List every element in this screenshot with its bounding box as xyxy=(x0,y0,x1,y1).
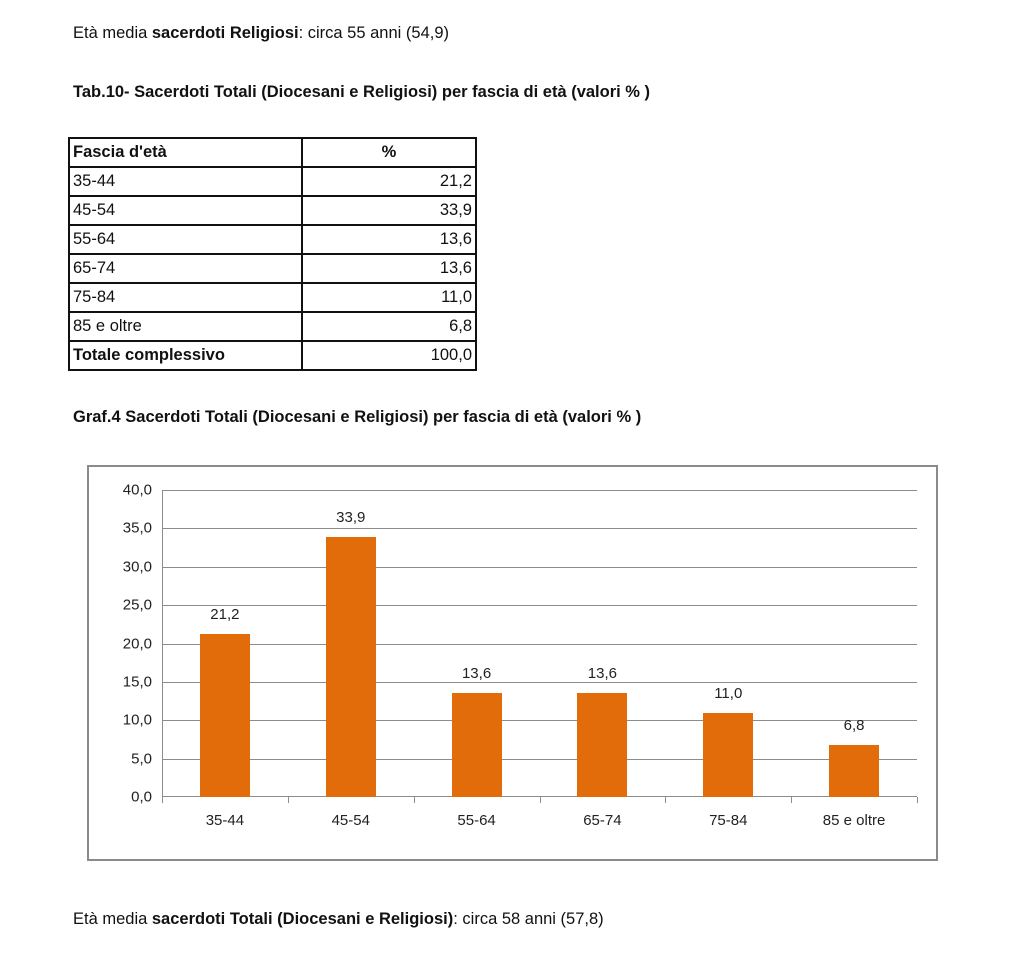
y-tick-label: 15,0 xyxy=(122,673,152,691)
total-label: Totale complessivo xyxy=(69,341,302,370)
outro-average-age xyxy=(73,910,604,929)
x-tick xyxy=(665,797,666,803)
header-age-band: Fascia d'età xyxy=(69,138,302,167)
gridline xyxy=(162,644,917,645)
x-tick xyxy=(540,797,541,803)
table-row xyxy=(69,312,476,341)
y-tick-label: 35,0 xyxy=(122,519,152,537)
gridline xyxy=(162,605,917,606)
row-value: 6,8 xyxy=(302,312,476,341)
row-value: 13,6 xyxy=(302,225,476,254)
bar xyxy=(577,693,627,797)
row-value: 13,6 xyxy=(302,254,476,283)
table-row xyxy=(69,283,476,312)
y-tick-label: 5,0 xyxy=(131,750,152,768)
table-header-row xyxy=(69,138,476,167)
data-label: 33,9 xyxy=(336,508,366,526)
x-tick xyxy=(414,797,415,803)
row-label: 75-84 xyxy=(69,283,302,312)
y-tick-label: 30,0 xyxy=(122,558,152,576)
intro-average-age xyxy=(73,24,449,43)
row-value: 21,2 xyxy=(302,167,476,196)
data-label: 13,6 xyxy=(587,664,617,682)
row-label: 85 e oltre xyxy=(69,312,302,341)
row-label: 55-64 xyxy=(69,225,302,254)
gridline xyxy=(162,759,917,760)
outro-suffix: : circa 58 anni (57,8) xyxy=(453,910,604,928)
table-row xyxy=(69,196,476,225)
intro-prefix: Età media xyxy=(73,24,152,42)
data-label: 21,2 xyxy=(210,606,240,624)
bar xyxy=(829,745,879,797)
intro-suffix: : circa 55 anni (54,9) xyxy=(298,24,450,42)
outro-bold: sacerdoti Totali (Diocesani e Religiosi) xyxy=(151,910,454,928)
data-label: 13,6 xyxy=(461,664,492,682)
table-row xyxy=(69,225,476,254)
x-tick-label: 75-84 xyxy=(709,812,748,829)
bar xyxy=(703,713,753,797)
table-title: Tab.10- Sacerdoti Totali (Diocesani e Religiosi) per fascia di età (valori % ) xyxy=(73,83,651,101)
bar xyxy=(326,537,376,797)
outro-prefix: Età media xyxy=(73,910,152,928)
data-label: 11,0 xyxy=(714,684,743,702)
x-tick xyxy=(162,797,163,803)
row-value: 33,9 xyxy=(302,196,476,225)
x-tick-label: 55-64 xyxy=(457,812,496,829)
y-tick-label: 40,0 xyxy=(122,481,152,499)
gridline xyxy=(162,567,917,568)
bar xyxy=(200,634,250,797)
header-percent: % xyxy=(302,138,476,167)
age-table xyxy=(68,137,477,371)
y-tick-label: 25,0 xyxy=(122,596,152,614)
intro-bold: sacerdoti Religiosi xyxy=(151,24,299,42)
y-tick-label: 10,0 xyxy=(122,711,152,729)
bar-chart xyxy=(87,465,938,861)
plot-area xyxy=(122,481,917,829)
x-tick xyxy=(917,797,918,803)
table-row xyxy=(69,254,476,283)
row-label: 65-74 xyxy=(69,254,302,283)
x-tick-label: 65-74 xyxy=(583,812,622,829)
x-tick xyxy=(288,797,289,803)
row-label: 45-54 xyxy=(69,196,302,225)
x-tick-label: 85 e oltre xyxy=(822,812,886,829)
y-tick-label: 20,0 xyxy=(122,635,152,652)
data-label: 6,8 xyxy=(843,716,865,734)
y-tick-label: 0,0 xyxy=(131,788,152,806)
bar xyxy=(452,693,502,797)
table-total-row xyxy=(69,341,476,370)
gridline xyxy=(162,490,917,491)
x-tick-label: 35-44 xyxy=(205,812,245,829)
x-tick-label: 45-54 xyxy=(331,812,370,829)
graph-title: Graf.4 Sacerdoti Totali (Diocesani e Religiosi) per fascia di età (valori % ) xyxy=(73,408,642,426)
x-tick xyxy=(791,797,792,803)
gridline xyxy=(162,528,917,529)
table-row xyxy=(69,167,476,196)
row-value: 11,0 xyxy=(302,283,476,312)
gridline xyxy=(162,720,917,721)
total-value: 100,0 xyxy=(302,341,476,370)
row-label: 35-44 xyxy=(69,167,302,196)
gridline xyxy=(162,682,917,683)
